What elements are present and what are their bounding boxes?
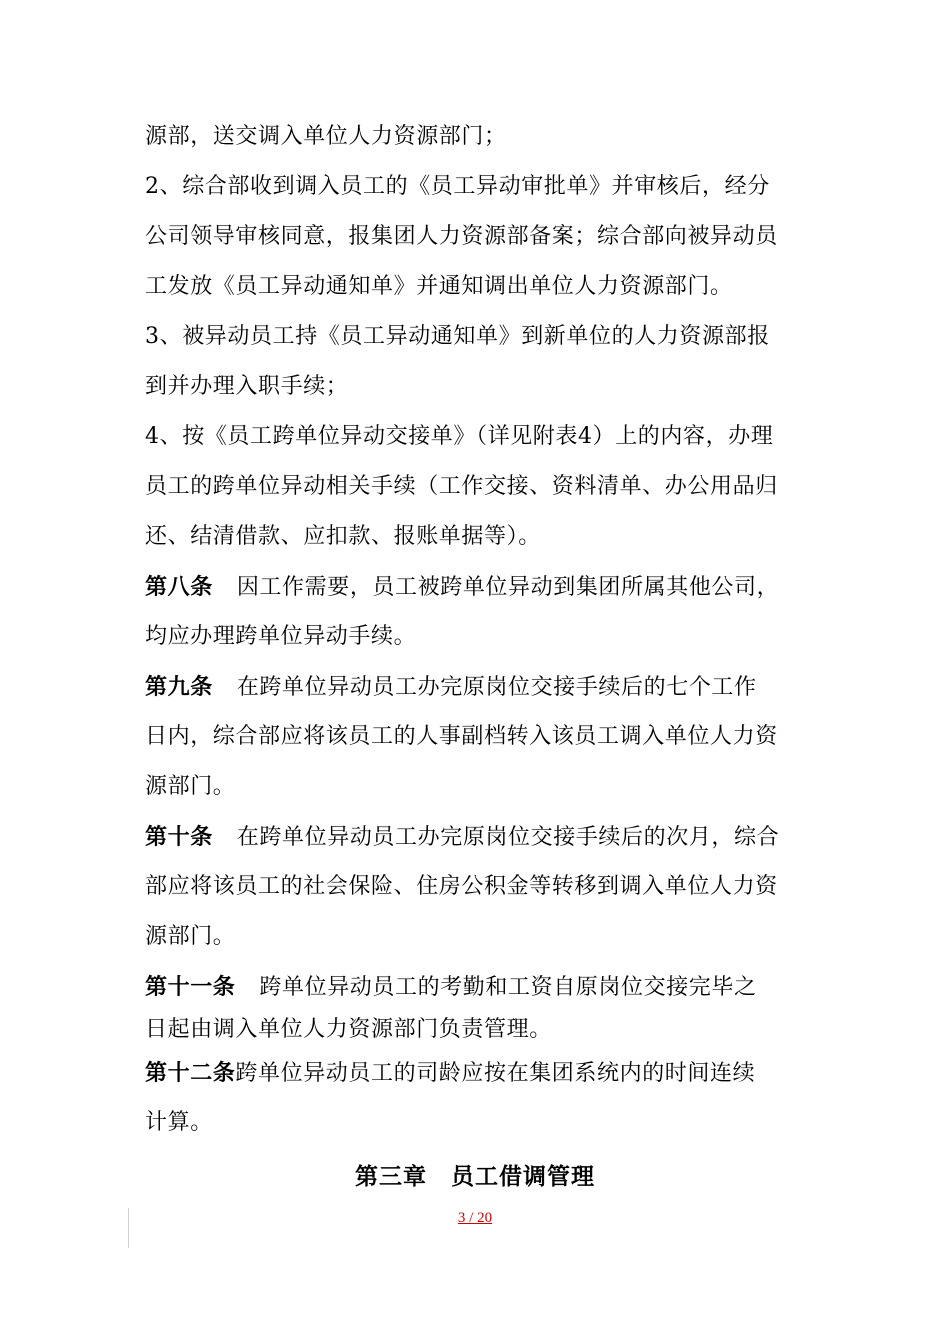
article-heading: 第九条	[145, 674, 213, 700]
article-9	[145, 662, 810, 712]
article-12	[145, 1048, 810, 1098]
text-line: 源部，送交调入单位人力资源部门；	[145, 124, 507, 149]
article-text: 因工作需要，员工被跨单位异动到集团所属其他公司，	[236, 575, 780, 600]
text-line: 公司领导审核同意，报集团人力资源部备案；综合部向被异动员	[145, 224, 778, 249]
article-text: 跨单位异动员工的考勤和工资自原岗位交接完毕之	[259, 975, 757, 1000]
article-heading: 第八条	[145, 574, 213, 600]
text-line: 2、综合部收到调入员工的《员工异动审批单》并审核后，经分	[145, 174, 770, 199]
text-line: 源部门。	[145, 774, 236, 799]
text-line: 均应办理跨单位异动手续。	[145, 624, 417, 649]
text-line: 到并办理入职手续；	[145, 374, 349, 399]
text-line: 3、被异动员工持《员工异动通知单》到新单位的人力资源部报	[145, 324, 770, 349]
text-line: 计算。	[145, 1110, 213, 1135]
article-8	[145, 562, 810, 612]
article-heading: 第十条	[145, 824, 213, 850]
article-11	[145, 962, 810, 1012]
text-line: 源部门。	[145, 924, 236, 949]
text-line: 日内，综合部应将该员工的人事副档转入该员工调入单位人力资	[145, 724, 778, 749]
document-body	[145, 112, 810, 1148]
chapter-title: 第三章 员工借调管理	[355, 1163, 595, 1190]
text-line: 日起由调入单位人力资源部门负责管理。	[145, 1017, 552, 1042]
article-heading: 第十一条	[145, 974, 236, 1000]
article-10	[145, 812, 810, 862]
article-heading: 第十二条	[145, 1060, 236, 1086]
text-line: 工发放《员工异动通知单》并通知调出单位人力资源部门。	[145, 274, 733, 299]
page-number: 3 / 20	[457, 1210, 493, 1226]
article-text: 在跨单位异动员工办完原岗位交接手续后的次月，综合	[236, 825, 780, 850]
article-text: 跨单位异动员工的司龄应按在集团系统内的时间连续	[235, 1061, 756, 1086]
text-line: 员工的跨单位异动相关手续（工作交接、资料清单、办公用品归	[145, 474, 778, 499]
text-line: 还、结清借款、应扣款、报账单据等）。	[145, 524, 541, 549]
text-line: 部应将该员工的社会保险、住房公积金等转移到调入单位人力资	[145, 874, 778, 899]
text-line: 4、按《员工跨单位异动交接单》（详见附表4）上的内容，办理	[145, 424, 774, 449]
article-text: 在跨单位异动员工办完原岗位交接手续后的七个工作	[236, 675, 757, 700]
